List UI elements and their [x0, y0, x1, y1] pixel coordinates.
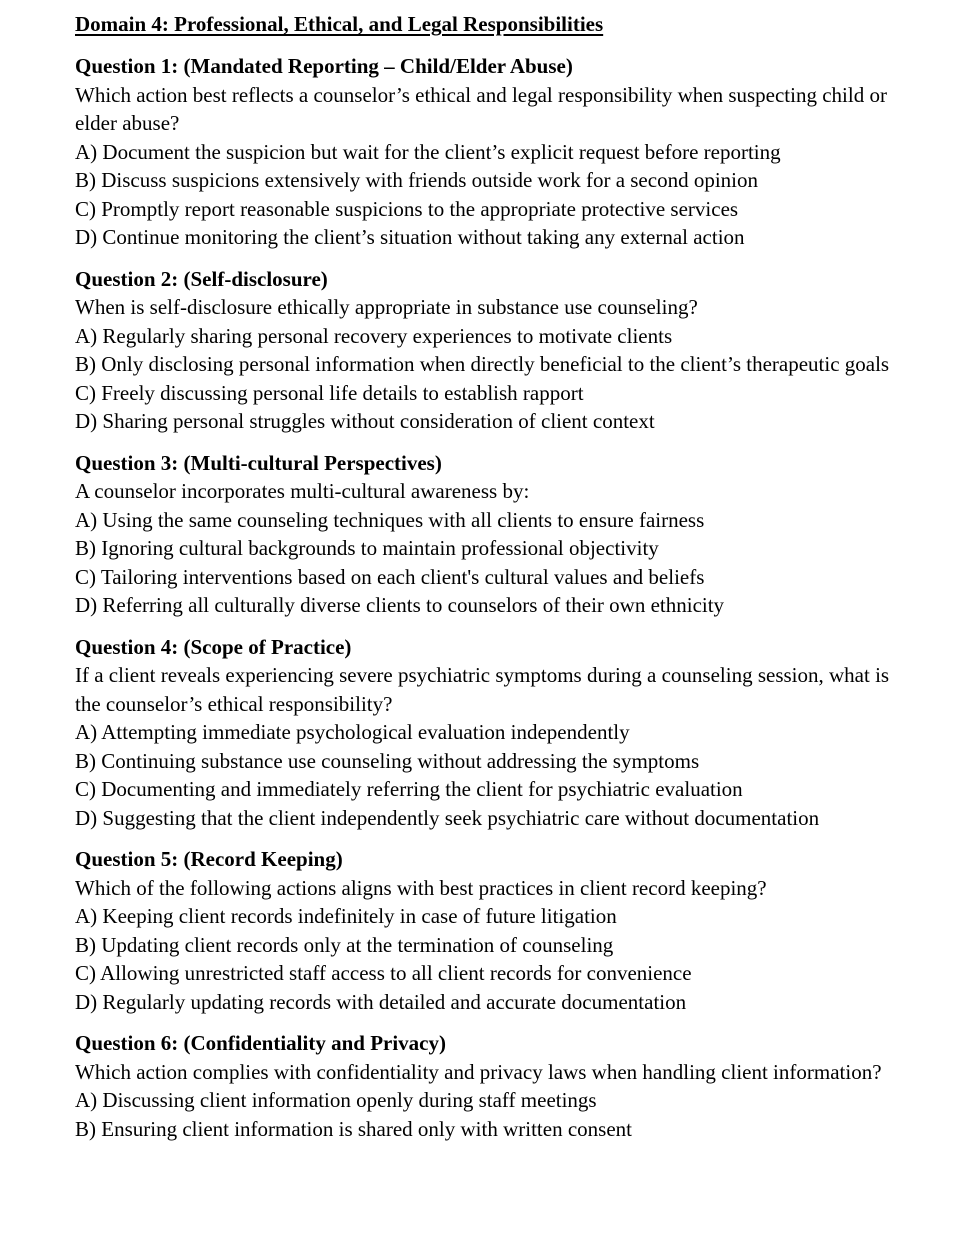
question-stem: If a client reveals experiencing severe psychiatric symptoms during a counseling session, what is the counselor’s ethical responsibility? [75, 663, 890, 716]
question-title: Question 5: (Record Keeping) [75, 847, 343, 871]
answer-option-c: C) Allowing unrestricted staff access to all client records for convenience [75, 961, 692, 985]
question-2 [75, 265, 895, 436]
answer-option-b: B) Ensuring client information is shared only with written consent [75, 1116, 632, 1141]
answer-option-b: B) Continuing substance use counseling without addressing the symptoms [75, 748, 700, 773]
question-stem: Which action best reflects a counselor’s ethical and legal responsibility when suspecting child or elder abuse? [75, 82, 887, 135]
answer-option-d: D) Referring all culturally diverse clients to counselors of their own ethnicity [75, 593, 725, 617]
answer-option-b: B) Updating client records only at the termination of counseling [75, 932, 614, 957]
answer-option-d: D) Continue monitoring the client’s situation without taking any external action [75, 225, 745, 249]
answer-option-a: A) Using the same counseling techniques with all clients to ensure fairness [75, 507, 705, 532]
answer-option-a: A) Keeping client records indefinitely in case of future litigation [75, 904, 617, 928]
answer-option-d: D) Regularly updating records with detailed and accurate documentation [75, 989, 687, 1014]
answer-option-c: C) Promptly report reasonable suspicions to the appropriate protective services [75, 196, 739, 221]
question-stem: When is self-disclosure ethically appropriate in substance use counseling? [75, 295, 698, 319]
answer-option-c: C) Tailoring interventions based on each client's cultural values and beliefs [75, 564, 705, 589]
question-4 [75, 633, 895, 833]
question-title: Question 1: (Mandated Reporting – Child/Elder Abuse) [75, 54, 573, 78]
answer-option-c: C) Documenting and immediately referring the client for psychiatric evaluation [75, 777, 743, 801]
answer-option-a: A) Document the suspicion but wait for the client’s explicit request before reporting [75, 139, 781, 164]
question-title: Question 3: (Multi-cultural Perspectives) [75, 450, 442, 475]
answer-option-d: D) Suggesting that the client independently seek psychiatric care without documentation [75, 805, 820, 830]
question-6 [75, 1029, 895, 1143]
answer-option-b: B) Discuss suspicions extensively with friends outside work for a second opinion [75, 168, 758, 192]
question-3 [75, 449, 895, 620]
question-1 [75, 52, 895, 252]
answer-option-c: C) Freely discussing personal life details to establish rapport [75, 380, 584, 405]
question-stem: Which action complies with confidentiality and privacy laws when handling client information? [75, 1059, 882, 1084]
domain-title: Domain 4: Professional, Ethical, and Legal Responsibilities [75, 12, 604, 36]
answer-option-b: B) Ignoring cultural backgrounds to maintain professional objectivity [75, 536, 659, 560]
document-page [75, 10, 895, 1156]
answer-option-a: A) Attempting immediate psychological evaluation independently [75, 720, 630, 744]
answer-option-d: D) Sharing personal struggles without consideration of client context [75, 409, 655, 433]
question-5 [75, 845, 895, 1016]
question-title: Question 2: (Self-disclosure) [75, 266, 328, 291]
answer-option-b: B) Only disclosing personal information when directly beneficial to the client’s therapeutic goals [75, 352, 890, 376]
question-stem: A counselor incorporates multi-cultural awareness by: [75, 479, 530, 503]
question-title: Question 4: (Scope of Practice) [75, 634, 352, 659]
question-stem: Which of the following actions aligns with best practices in client record keeping? [75, 875, 767, 900]
question-title: Question 6: (Confidentiality and Privacy) [75, 1031, 446, 1055]
answer-option-a: A) Regularly sharing personal recovery experiences to motivate clients [75, 323, 673, 348]
answer-option-a: A) Discussing client information openly during staff meetings [75, 1088, 597, 1112]
